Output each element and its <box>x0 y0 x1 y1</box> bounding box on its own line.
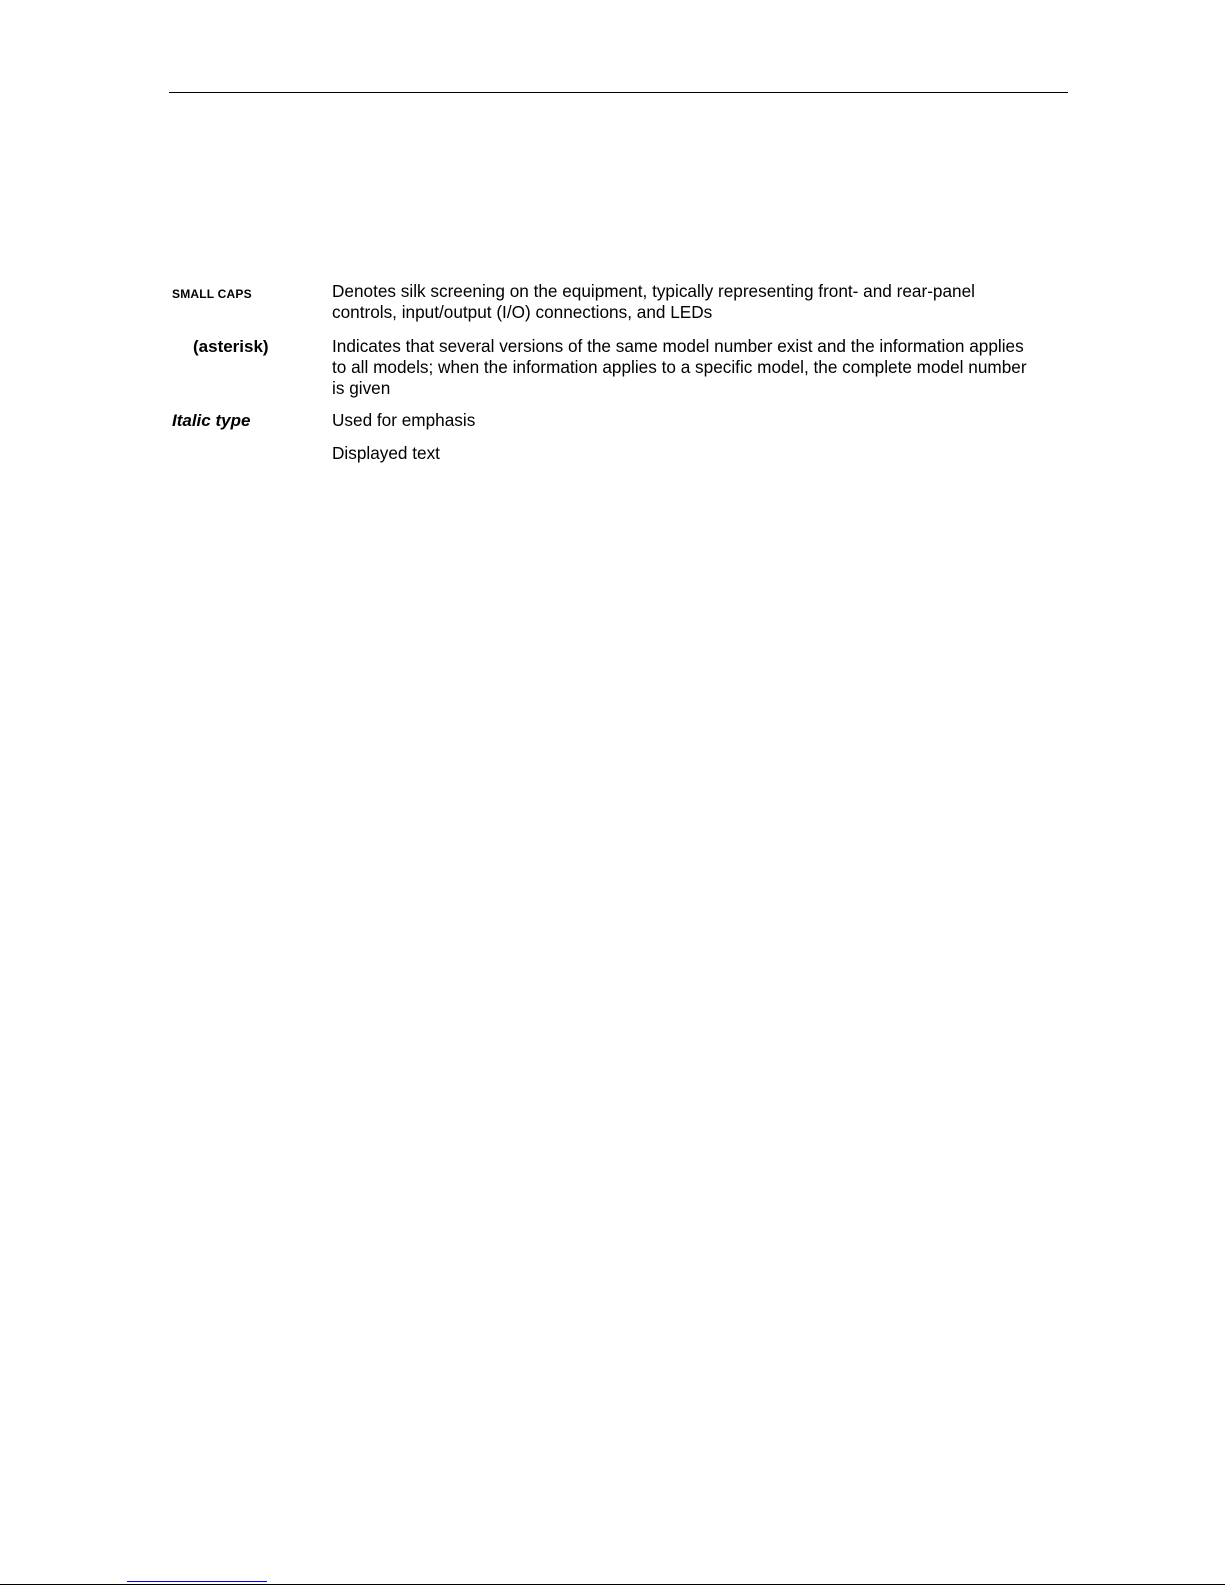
convention-row-asterisk <box>172 336 1032 399</box>
convention-description: Indicates that several versions of the same model number exist and the information applies to all models; when the information applies to a specific model, the complete model number is given <box>332 336 1027 398</box>
convention-term: (asterisk) <box>193 337 269 356</box>
convention-row-italic <box>172 410 1032 431</box>
conventions-table <box>172 281 1032 464</box>
footer-link-underline[interactable] <box>127 1581 267 1582</box>
header-rule <box>169 92 1068 93</box>
convention-description: Denotes silk screening on the equipment, typically representing front- and rear-panel controls, input/output (I/O) connections, and LEDs <box>332 281 975 322</box>
convention-term: SMALL CAPS <box>172 287 252 301</box>
convention-row-small-caps <box>172 281 1032 323</box>
convention-description: Displayed text <box>332 443 440 463</box>
convention-term: Italic type <box>172 411 251 430</box>
convention-row-displayed-text <box>172 443 1032 464</box>
convention-description: Used for emphasis <box>332 410 476 430</box>
